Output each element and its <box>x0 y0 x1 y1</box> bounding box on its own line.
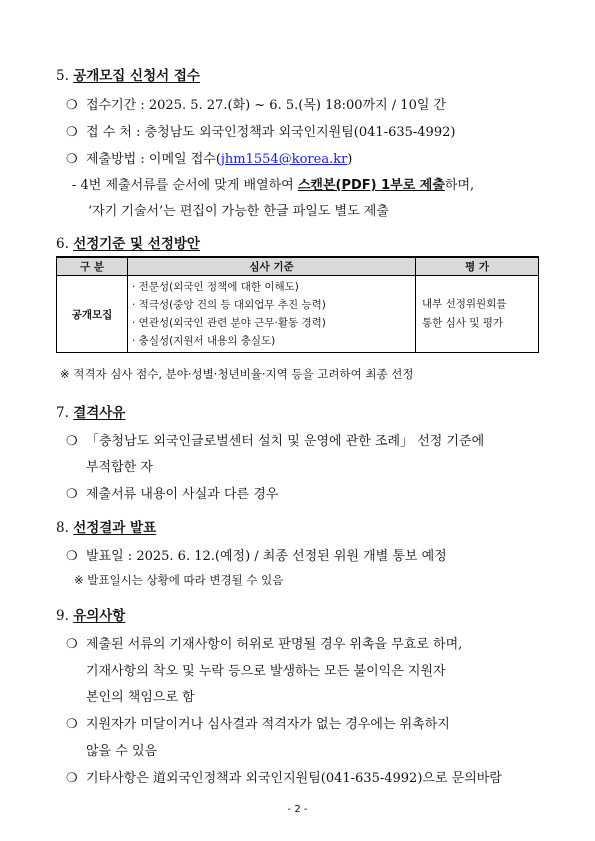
value-end: ) <box>347 152 353 167</box>
circle-bullet-icon: ❍ <box>66 549 78 564</box>
header-criteria: 심사 기준 <box>128 257 416 276</box>
circle-bullet-icon: ❍ <box>66 717 78 732</box>
selection-footnote: ※ 적격자 심사 점수, 분야·성별·청년비율·지역 등을 고려하여 최종 선정 <box>60 367 414 381</box>
header-category: 구 분 <box>57 257 128 276</box>
submit-note-line-1 <box>72 174 474 193</box>
receipt-office-line: ❍ 접 수 처 : 충청남도 외국인정책과 외국인지원팀(041-635-4992) <box>66 125 456 140</box>
caution-item-2-cont: 않을 수 있음 <box>86 744 158 759</box>
label: 제출방법 <box>86 152 137 167</box>
category-cell: 공개모집 <box>57 276 128 353</box>
circle-bullet-icon: ❍ <box>66 125 78 140</box>
section-9-heading <box>56 604 125 624</box>
section-number: 9. <box>56 608 69 624</box>
evaluation-line: 내부 선정위원회를 <box>422 298 507 310</box>
criteria-item: · 연관성(외국인 관련 분야 근무·활동 경력) <box>132 317 326 329</box>
announcement-note: ※ 발표일시는 상황에 따라 변경될 수 있음 <box>74 573 284 587</box>
label: 접 수 처 <box>86 125 132 140</box>
circle-bullet-icon: ❍ <box>66 152 78 167</box>
table-header-row <box>57 257 539 276</box>
section-number: 7. <box>56 405 69 421</box>
circle-bullet-icon: ❍ <box>66 771 78 786</box>
item-text: 제출된 서류의 기재사항이 허위로 판명될 경우 위촉을 무효로 하며, <box>86 637 463 652</box>
criteria-cell <box>128 276 416 353</box>
section-number: 8. <box>56 520 69 536</box>
note-text: - 4번 제출서류를 순서에 맞게 배열하여 <box>72 178 298 193</box>
receipt-period-line: ❍ 접수기간 : 2025. 5. 27.(화) ~ 6. 5.(목) 18:00까지 / 10일 간 <box>66 98 447 113</box>
evaluation-line: 통한 심사 및 평가 <box>422 317 504 329</box>
criteria-table <box>56 256 539 353</box>
caution-item-3 <box>66 767 502 786</box>
submit-note-line-2: ‘자기 기술서’는 편집이 가능한 한글 파일도 별도 제출 <box>88 204 389 219</box>
criteria-item: · 충실성(지원서 내용의 충실도) <box>132 335 276 347</box>
section-6-heading <box>56 232 200 252</box>
item-text: 제출서류 내용이 사실과 다른 경우 <box>86 487 279 502</box>
section-title: 공개모집 신청서 접수 <box>73 68 200 84</box>
item-text: 기타사항은 道외국인정책과 외국인지원팀(041-635-4992)으로 문의바람 <box>86 771 502 786</box>
criteria-item: · 적극성(중앙 건의 등 대외업무 추진 능력) <box>132 299 326 311</box>
item-text: 「충청남도 외국인글로벌센터 설치 및 운영에 관한 조례」 선정 기준에 <box>86 434 485 449</box>
announcement-item <box>66 545 447 564</box>
caution-item-1-cont: 기재사항의 착오 및 누락 등으로 발생하는 모든 불이익은 지원자 <box>86 664 446 679</box>
page-number: - 2 - <box>287 804 308 815</box>
section-5-heading <box>56 64 200 84</box>
section-8-heading <box>56 516 156 536</box>
value: 충청남도 외국인정책과 외국인지원팀(041-635-4992) <box>144 125 456 140</box>
caution-item-1-cont: 본인의 책임으로 함 <box>86 690 195 705</box>
value: 2025. 5. 27.(화) ~ 6. 5.(목) 18:00까지 / 10일 간 <box>148 98 447 113</box>
header-evaluation: 평 가 <box>416 257 539 276</box>
section-number: 5. <box>56 68 69 84</box>
disqualification-item-2 <box>66 483 278 502</box>
label: 접수기간 <box>86 98 137 113</box>
disqualification-item-1-cont: 부적합한 자 <box>86 460 153 475</box>
note-emphasis: 스캔본(PDF) 1부로 제출 <box>297 178 445 193</box>
caution-item-1 <box>66 633 462 652</box>
note-text-end: 하며, <box>444 178 475 193</box>
section-title: 선정기준 및 선정방안 <box>73 236 200 252</box>
section-number: 6. <box>56 236 69 252</box>
circle-bullet-icon: ❍ <box>66 637 78 652</box>
email-link[interactable]: jhm1554@korea.kr <box>220 152 348 167</box>
section-title: 선정결과 발표 <box>73 520 157 536</box>
section-7-heading <box>56 401 125 421</box>
item-text: 발표일 : 2025. 6. 12.(예정) / 최종 선정된 위원 개별 통보 예정 <box>86 549 447 564</box>
circle-bullet-icon: ❍ <box>66 98 78 113</box>
caution-item-2 <box>66 713 450 732</box>
criteria-item: · 전문성(외국인 정책에 대한 이해도) <box>132 281 299 293</box>
table-row <box>57 276 539 353</box>
section-title: 유의사항 <box>73 608 126 624</box>
circle-bullet-icon: ❍ <box>66 434 78 449</box>
evaluation-cell <box>416 276 539 353</box>
value: 이메일 접수( <box>148 152 221 167</box>
section-title: 결격사유 <box>73 405 126 421</box>
disqualification-item-1 <box>66 430 484 449</box>
item-text: 지원자가 미달이거나 심사결과 적격자가 없는 경우에는 위촉하지 <box>86 717 450 732</box>
circle-bullet-icon: ❍ <box>66 487 78 502</box>
submit-method-line: ❍ 제출방법 : 이메일 접수(jhm1554@korea.kr) <box>66 152 353 167</box>
